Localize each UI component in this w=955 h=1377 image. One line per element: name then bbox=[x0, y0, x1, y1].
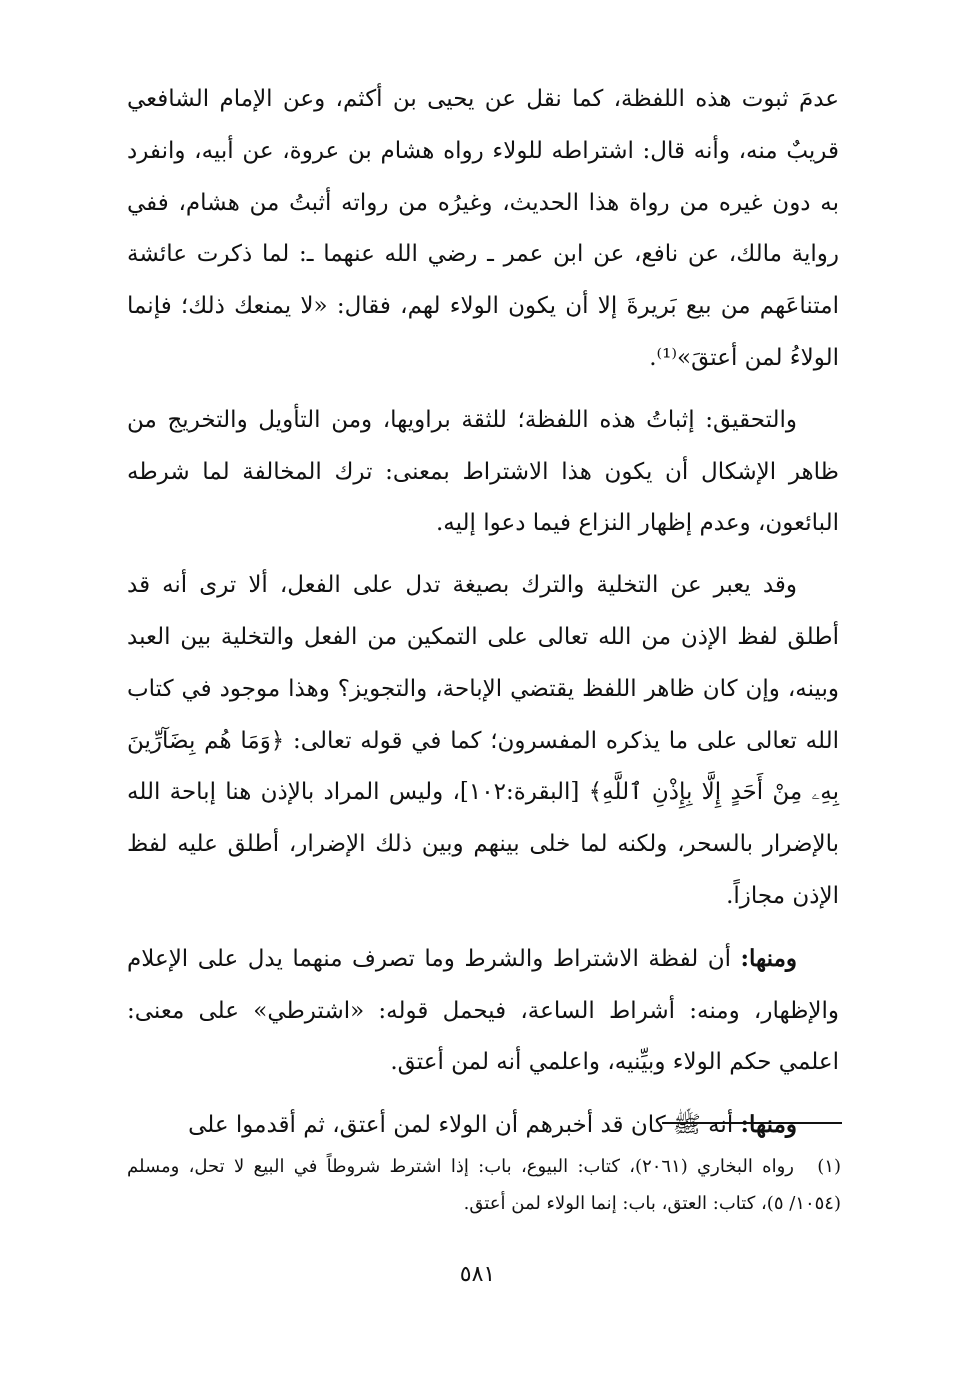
paragraph bbox=[127, 74, 839, 385]
paragraph-lead: ومنها: bbox=[740, 944, 797, 972]
paragraph-text: عدمَ ثبوت هذه اللفظة، كما نقل عن يحيى بن أكثم، وعن الإمام الشافعي قريبٌ منه، وأنه قال: اشتراطه للولاء رواه هشام بن عروة، عن أبيه، وانفرد به دون غيره من رواة هذا الحديث، وغيرُه من رواته أثبتُ من هشام، ففي رواية مالك، عن نافع، عن ابن عمر ـ رضي الله عنهما ـ: لما ذكرت عائشة امتناعَهم من بيع بَريرةَ إلا أن يكون الولاء لهم، فقال: «لا يمنعك ذلك؛ فإنما الولاءُ لمن أعتقَ»⁽¹⁾. bbox=[127, 86, 839, 371]
paragraph-text: وقد يعبر عن التخلية والترك بصيغة تدل على الفعل، ألا ترى أنه قد أطلق لفظ الإذن من الله تعالى على التمكين من الفعل والتخلية بين العبد وبينه، وإن كان ظاهر اللفظ يقتضي الإباحة، والتجويز؟ وهذا موجود في كتاب الله تعالى على ما يذكره المفسرون؛ كما في قوله تعالى: ﴿وَمَا هُم بِضَآرِّينَ بِهِۦ مِنْ أَحَدٍ إِلَّا بِإِذْنِ ٱللَّهِ﴾ [البقرة:١٠٢]، وليس المراد بالإذن هنا إباحة الله بالإضرار بالسحر، ولكنه لما خلى بينهم وبين ذلك الإضرار، أطلق عليه لفظ الإذن مجازاً. bbox=[127, 572, 840, 909]
footnote-number: (١) bbox=[817, 1156, 841, 1177]
page-number: ٥٨١ bbox=[459, 1262, 496, 1287]
paragraph-text: أن لفظة الاشتراط والشرط وما تصرف منهما يدل على الإعلام والإظهار، ومنه: أشراط الساعة، فيحمل قوله: «اشترطي» على معنى: اعلمي حكم الولاء وبيِّنيه، واعلمي أنه لمن أعتق. bbox=[127, 945, 839, 1076]
footnote-text: رواه البخاري (٢٠٦١)، كتاب: البيوع، باب: إذا اشترط شروطاً في البيع لا تحل، ومسلم (١٠٥٤/ ٥)، كتاب: العتق، باب: إنما الولاء لمن أعتق. bbox=[127, 1156, 841, 1214]
paragraph bbox=[127, 933, 839, 1089]
footnote-separator bbox=[662, 1122, 842, 1124]
main-text bbox=[127, 74, 839, 1152]
paragraph-lead: ومنها: bbox=[740, 1111, 797, 1139]
paragraph bbox=[127, 560, 839, 923]
paragraph-text: والتحقيق: إثباتُ هذه اللفظة؛ للثقة براويها، ومن التأويل والتخريج من ظاهر الإشكال أن يكون هذا الاشتراط بمعنى: ترك المخالفة لما شرطه البائعون، وعدم إظهار النزاع فيما دعوا إليه. bbox=[127, 406, 839, 537]
footnote bbox=[127, 1148, 841, 1222]
paragraph bbox=[127, 1099, 839, 1152]
paragraph bbox=[127, 395, 839, 550]
paragraph-text: أنه ﷺ كان قد أخبرهم أن الولاء لمن أعتق، ثم أقدموا على bbox=[188, 1112, 734, 1139]
